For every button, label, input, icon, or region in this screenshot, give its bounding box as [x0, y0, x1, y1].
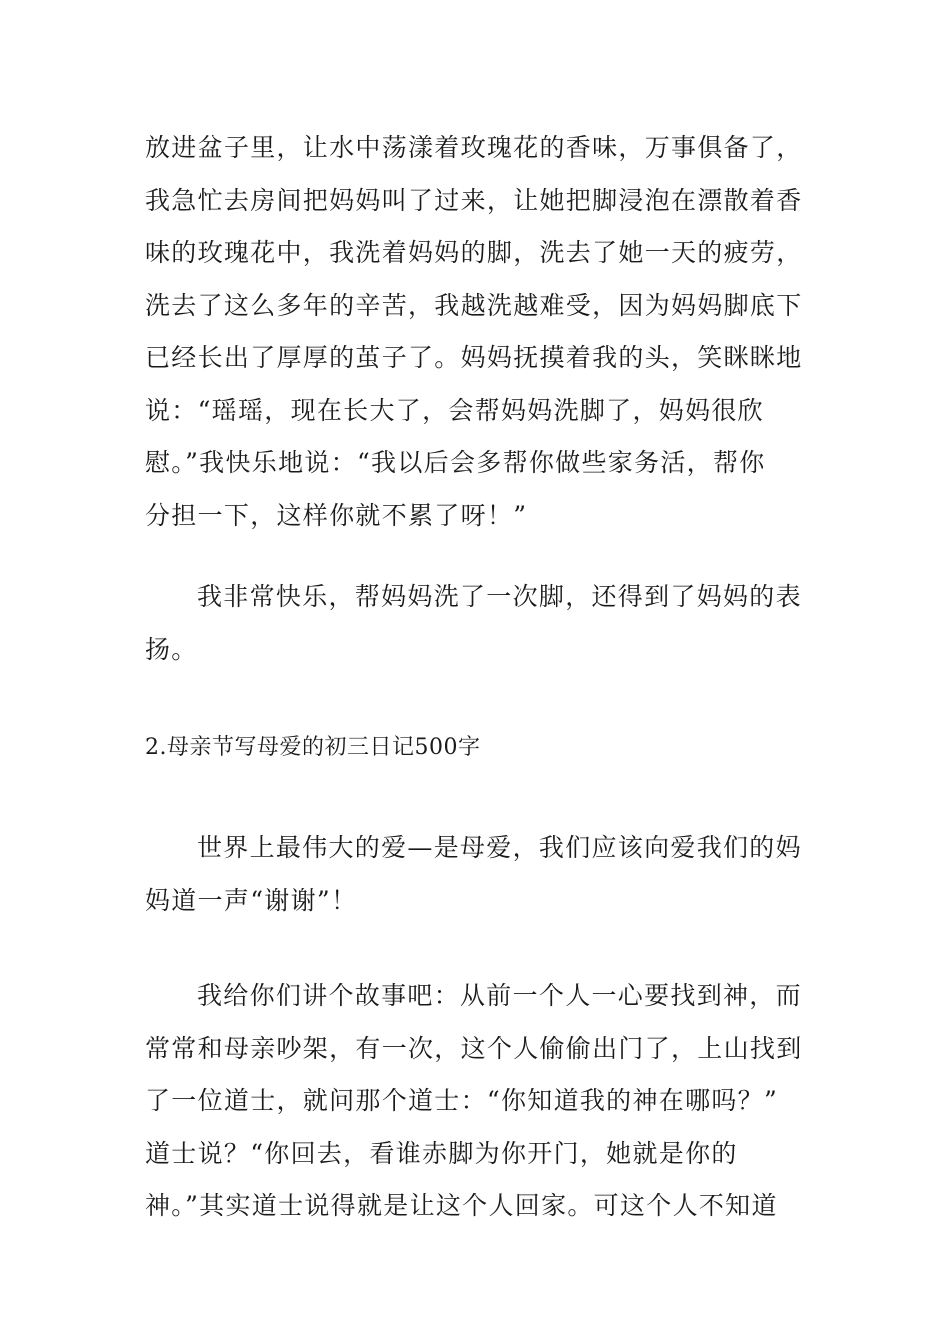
text-line: 味的玫瑰花中，我洗着妈妈的脚，洗去了她一天的疲劳， — [145, 238, 803, 267]
text-line: 已经长出了厚厚的茧子了。妈妈抚摸着我的头，笑眯眯地 — [145, 343, 803, 372]
text-line: 妈道一声“谢谢”！ — [145, 885, 358, 915]
text-line: 说：“瑶瑶，现在长大了，会帮妈妈洗脚了，妈妈很欣 — [145, 395, 764, 425]
text-line: 我急忙去房间把妈妈叫了过来，让她把脚浸泡在漂散着香 — [145, 185, 803, 215]
text-line: 神。”其实道士说得就是让这个人回家。可这个人不知道 — [145, 1191, 778, 1220]
text-line: 扬。 — [145, 634, 198, 664]
text-line: 了一位道士，就问那个道士：“你知道我的神在哪吗？” — [145, 1086, 779, 1115]
paragraph-story — [145, 970, 811, 1233]
paragraph-happy — [145, 571, 811, 676]
paragraph-foot-washing — [145, 122, 811, 542]
text-line: 道士说？“你回去，看谁赤脚为你开门，她就是你的 — [145, 1138, 738, 1168]
paragraph-greatest-love — [145, 822, 811, 927]
text-line: 世界上最伟大的爱—是母爱，我们应该向爱我们的妈 — [197, 833, 802, 862]
text-line: 放进盆子里，让水中荡漾着玫瑰花的香味，万事俱备了， — [145, 133, 803, 162]
text-line: 我非常快乐，帮妈妈洗了一次脚，还得到了妈妈的表 — [197, 582, 802, 611]
text-line: 慰。”我快乐地说：“我以后会多帮你做些家务活，帮你 — [145, 448, 766, 477]
text-line: 分担一下，这样你就不累了呀！” — [145, 500, 528, 530]
text-line: 我给你们讲个故事吧：从前一个人一心要找到神，而 — [197, 981, 802, 1010]
section-heading: 2.母亲节写母爱的初三日记500字 — [145, 735, 481, 760]
text-line: 洗去了这么多年的辛苦，我越洗越难受，因为妈妈脚底下 — [145, 290, 803, 320]
text-line: 常常和母亲吵架，有一次，这个人偷偷出门了，上山找到 — [145, 1033, 803, 1063]
